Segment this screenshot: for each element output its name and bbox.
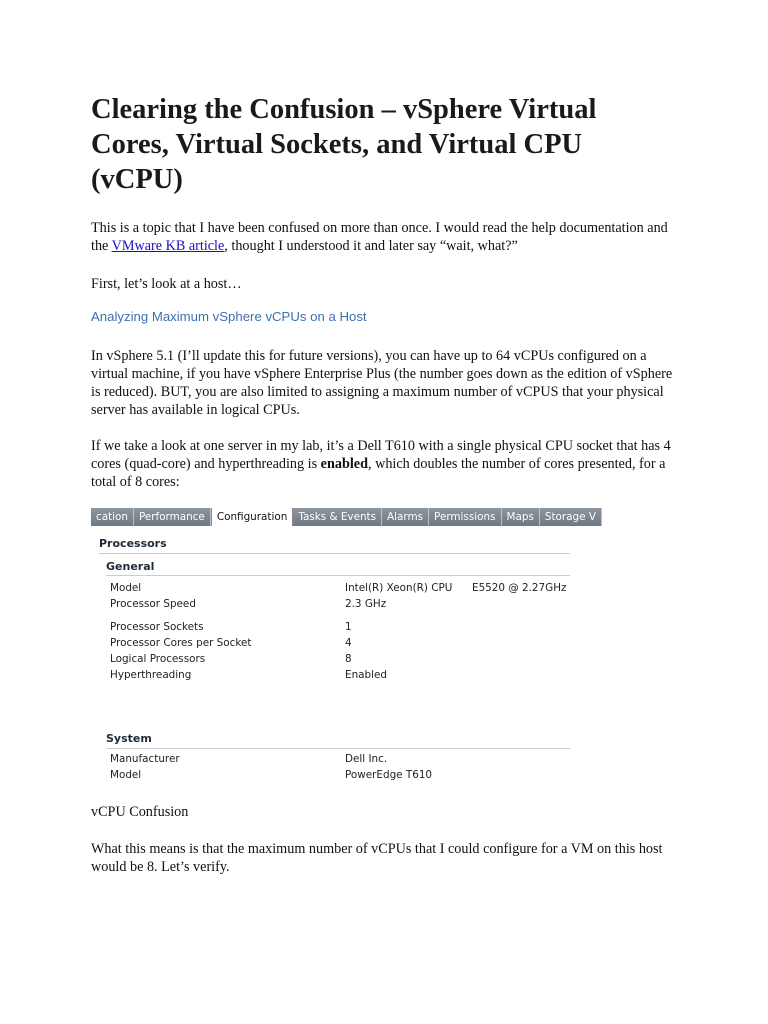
intro-paragraph	[91, 219, 681, 255]
general-row	[110, 667, 570, 683]
tab-bar	[91, 508, 596, 526]
section-subheading: Analyzing Maximum vSphere vCPUs on a Host	[91, 309, 367, 324]
row-value: Enabled	[345, 669, 387, 681]
lab-paragraph	[91, 437, 681, 491]
row-value: 8	[345, 653, 352, 665]
row-value-extra: E5520 @ 2.27GHz	[472, 582, 567, 594]
row-label: Model	[110, 769, 142, 781]
system-row	[110, 751, 570, 767]
row-value: PowerEdge T610	[345, 769, 433, 781]
tab-tasks-events[interactable]: Tasks & Events	[293, 508, 382, 526]
processors-divider	[99, 553, 570, 554]
system-row	[110, 767, 570, 783]
intro-text: This is a topic that I have been confused on more than once. I would read the help documentation and the	[91, 220, 668, 254]
row-label: Manufacturer	[110, 753, 180, 765]
row-label: Logical Processors	[110, 653, 206, 665]
general-divider	[106, 575, 570, 576]
row-label: Model	[110, 582, 142, 594]
lab-text: If we take a look at one server in my lab, it’s a Dell T610 with a single physical CPU socket that has 4 cores (quad-core) and hyperthreading is	[91, 438, 671, 472]
tab-permissions[interactable]: Permissions	[429, 508, 501, 526]
vsphere-screenshot	[91, 508, 596, 784]
row-label: Processor Cores per Socket	[110, 637, 252, 649]
tab-performance[interactable]: Performance	[134, 508, 211, 526]
lab-text-end: , which doubles the number of cores presented, for a total of 8 cores:	[91, 456, 666, 490]
general-row	[110, 596, 570, 612]
row-label: Processor Sockets	[110, 621, 204, 633]
intro-text-end: , thought I understood it and later say “wait, what?”	[224, 238, 518, 254]
row-value: Intel(R) Xeon(R) CPU	[345, 582, 453, 594]
row-value: Dell Inc.	[345, 753, 388, 765]
row-value: 4	[345, 637, 352, 649]
system-divider	[106, 748, 570, 749]
row-value: 2.3 GHz	[345, 598, 387, 610]
tab-storage-v[interactable]: Storage V	[540, 508, 602, 526]
general-row	[110, 651, 570, 667]
vmware-kb-link[interactable]: VMware KB article	[111, 238, 225, 254]
tab-alarms[interactable]: Alarms	[382, 508, 429, 526]
vcpu-confusion-heading: vCPU Confusion	[91, 804, 189, 820]
tab-cation[interactable]: cation	[91, 508, 134, 526]
row-label: Hyperthreading	[110, 669, 192, 681]
enabled-bold: enabled	[320, 456, 368, 472]
row-value: 1	[345, 621, 352, 633]
first-look-paragraph: First, let’s look at a host…	[91, 276, 242, 292]
tab-maps[interactable]: Maps	[502, 508, 540, 526]
processors-heading: Processors	[99, 537, 167, 550]
max-vcpu-paragraph: What this means is that the maximum number of vCPUs that I could configure for a VM on this host would be 8. Let’s verify.	[91, 841, 663, 875]
general-heading: General	[106, 560, 155, 573]
general-row	[110, 635, 570, 651]
general-row	[110, 619, 570, 635]
general-row	[110, 580, 570, 596]
tab-configuration[interactable]: Configuration	[211, 508, 293, 526]
article-title: Clearing the Confusion – vSphere Virtual Cores, Virtual Sockets, and Virtual CPU (vCPU)	[91, 94, 597, 195]
row-label: Processor Speed	[110, 598, 196, 610]
system-heading: System	[106, 732, 152, 745]
vsphere-paragraph: In vSphere 5.1 (I’ll update this for future versions), you can have up to 64 vCPUs configured on a virtual machine, if you have vSphere Enterprise Plus (the number goes down as the edition of vSphere is reduced). BUT, you are also limited to assigning a maximum number of vCPUS that your physical server has available in logical CPUs.	[91, 348, 673, 418]
